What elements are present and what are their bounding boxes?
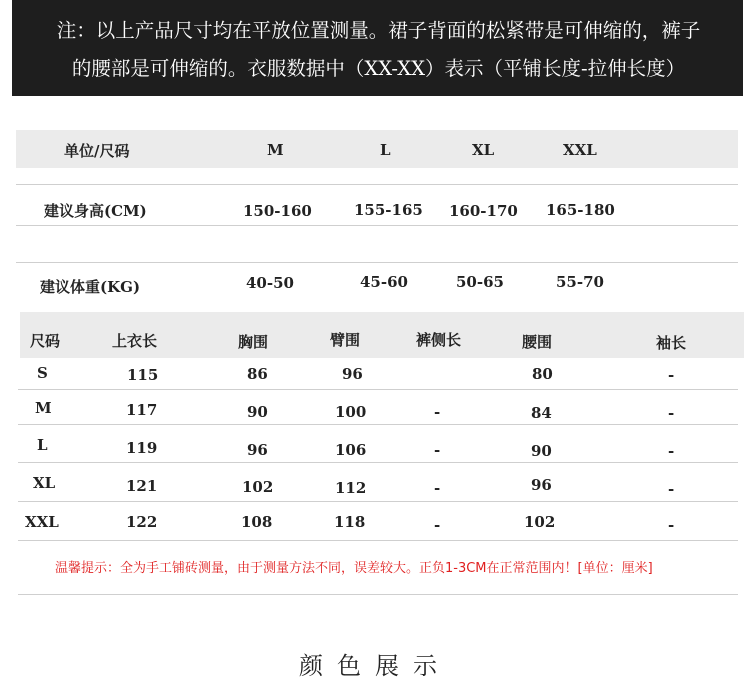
divider [16,184,738,185]
row-m-bust: 90 [247,403,268,421]
row-l-top: 119 [126,439,158,457]
divider [16,262,738,263]
notice-line-1: 注：以上产品尺寸均在平放位置测量。裙子背面的松紧带是可伸缩的，裤子 [56,19,701,42]
row-l-arm: 106 [335,441,367,459]
height-m: 150-160 [243,202,312,220]
size-xl: XL [472,141,495,159]
notice-line-2: 的腰部是可伸缩的。衣服数据中（XX-XX）表示（平铺长度-拉伸长度） [71,57,686,80]
divider [18,424,738,425]
section-title-colors: 颜色展示 [299,652,451,680]
row-xl-top: 121 [126,477,158,495]
col-pants-length: 裤侧长 [416,331,462,349]
row-xl-arm: 112 [335,479,367,497]
row-s-top: 115 [127,366,159,384]
row-s-sleeve: - [668,366,675,384]
row-xxl-pants: - [434,516,441,534]
row-xl-pants: - [434,479,441,497]
row-xxl-size: XXL [25,513,59,531]
size-m: M [267,141,284,159]
measurement-tip: 温馨提示：全为手工铺砖测量，由于测量方法不同，误差较大。正负1-3CM在正常范围内！[单位：厘米] [55,561,653,576]
size-l: L [380,141,391,159]
row-xl-waist: 96 [531,476,552,494]
row-xxl-top: 122 [126,513,158,531]
row-xxl-bust: 108 [241,513,273,531]
row-l-size: L [37,436,48,454]
row-xxl-arm: 118 [334,513,366,531]
row-m-sleeve: - [668,404,675,422]
row-m-size: M [35,399,52,417]
height-xl: 160-170 [449,202,518,220]
col-bust: 胸围 [238,333,269,351]
weight-xxl: 55-70 [556,273,604,291]
row-xl-sleeve: - [668,480,675,498]
col-arm: 臂围 [330,331,361,349]
col-top-length: 上衣长 [112,332,158,350]
height-l: 155-165 [354,201,423,219]
weight-label: 建议体重(KG) [40,278,141,296]
divider [18,540,738,541]
row-s-size: S [37,364,48,382]
col-waist: 腰围 [522,333,553,351]
row-s-arm: 96 [342,365,363,383]
weight-l: 45-60 [360,273,408,291]
weight-m: 40-50 [246,274,294,292]
row-s-waist: 80 [532,365,553,383]
row-xxl-waist: 102 [524,513,556,531]
height-xxl: 165-180 [546,201,615,219]
row-m-top: 117 [126,401,158,419]
divider [16,225,738,226]
size-header-label: 单位/尺码 [64,142,130,160]
row-s-bust: 86 [247,365,268,383]
row-l-pants: - [434,441,441,459]
height-label: 建议身高(CM) [44,202,147,220]
divider [18,389,738,390]
divider [18,462,738,463]
col-sleeve: 袖长 [656,334,687,352]
row-xxl-sleeve: - [668,516,675,534]
divider [18,501,738,502]
row-l-waist: 90 [531,442,552,460]
row-l-bust: 96 [247,441,268,459]
row-xl-bust: 102 [242,478,274,496]
row-l-sleeve: - [668,442,675,460]
divider [18,594,738,595]
row-m-arm: 100 [335,403,367,421]
weight-xl: 50-65 [456,273,504,291]
row-m-pants: - [434,403,441,421]
size-xxl: XXL [563,141,597,159]
row-xl-size: XL [33,474,56,492]
row-m-waist: 84 [531,404,552,422]
col-size: 尺码 [30,332,61,350]
notice-banner [12,0,743,96]
